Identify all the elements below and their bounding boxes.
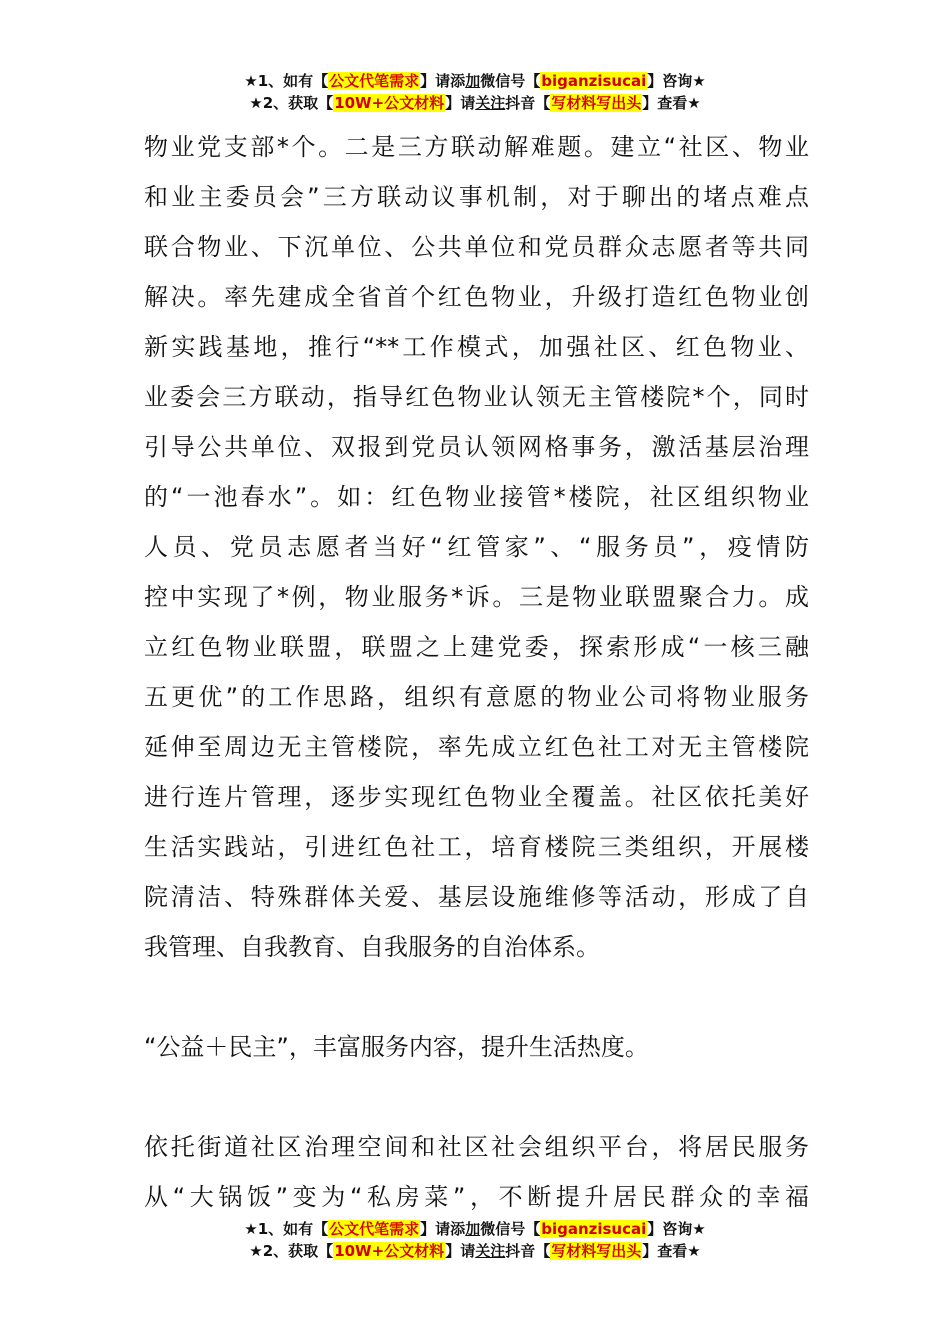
- footer-banner: [0, 1218, 950, 1262]
- paragraph-line: 的“一池春水”。如：红色物业接管*楼院，社区组织物业: [144, 483, 809, 511]
- banner-text: ★2、获取【: [249, 94, 334, 112]
- paragraph-line: 和业主委员会”三方联动议事机制，对于聊出的堵点难点: [144, 183, 809, 211]
- banner-text: 】请: [445, 94, 476, 112]
- paragraph-line: 物业党支部*个。二是三方联动解难题。建立“社区、物业: [144, 133, 809, 161]
- document-body: [144, 122, 809, 1222]
- paragraph-line: 从“大锅饭”变为“私房菜”，不断提升居民群众的幸福: [144, 1183, 809, 1211]
- banner-text: 抖音【: [505, 1242, 551, 1260]
- banner-line-2: [0, 1240, 950, 1262]
- highlight-wechat-id: biganzisucai: [541, 72, 647, 90]
- paragraph-line: 控中实现了*例，物业服务*诉。三是物业联盟聚合力。成: [144, 583, 809, 611]
- section-heading: “公益＋民主”，丰富服务内容，提升生活热度。: [144, 1033, 649, 1061]
- paragraph-line: 引导公共单位、双报到党员认领网格事务，激活基层治理: [144, 433, 809, 461]
- banner-text: 抖音【: [505, 94, 551, 112]
- header-banner: [0, 70, 950, 114]
- banner-text: ★2、获取【: [249, 1242, 334, 1260]
- banner-line-1: [0, 1218, 950, 1240]
- paragraph-line: 立红色物业联盟，联盟之上建党委，探索形成“一核三融: [144, 633, 809, 661]
- banner-text: 】查看★: [642, 1242, 701, 1260]
- banner-text: 】咨询★: [647, 72, 706, 90]
- paragraph-line: 进行连片管理，逐步实现红色物业全覆盖。社区依托美好: [144, 783, 809, 811]
- paragraph-line: 五更优”的工作思路，组织有意愿的物业公司将物业服务: [144, 683, 809, 711]
- banner-text: 】请: [445, 1242, 476, 1260]
- paragraph-line: 人员、党员志愿者当好“红管家”、“服务员”，疫情防: [144, 533, 809, 561]
- banner-text: 】咨询★: [647, 1220, 706, 1238]
- paragraph-line: 新实践基地，推行“**工作模式，加强社区、红色物业、: [144, 333, 809, 361]
- highlight-materials: 10W+公文材料: [334, 94, 445, 112]
- paragraph-line: 延伸至周边无主管楼院，率先成立红色社工对无主管楼院: [144, 733, 809, 761]
- paragraph-line: 我管理、自我教育、自我服务的自治体系。: [144, 933, 600, 961]
- banner-text: 微信号【: [480, 1220, 541, 1238]
- highlight-douyin: 写材料写出头: [551, 94, 642, 112]
- highlight-service: 公文代笔需求: [329, 1220, 420, 1238]
- banner-text: 】请添: [420, 72, 466, 90]
- highlight-douyin: 写材料写出头: [551, 1242, 642, 1260]
- paragraph-line: 生活实践站，引进红色社工，培育楼院三类组织，开展楼: [144, 833, 809, 861]
- banner-text: 关注: [475, 94, 506, 112]
- banner-line-2: [0, 92, 950, 114]
- banner-line-1: [0, 70, 950, 92]
- banner-text: 加: [465, 1220, 481, 1238]
- paragraph-line: 业委会三方联动，指导红色物业认领无主管楼院*个，同时: [144, 383, 809, 411]
- banner-text: ★1、如有【: [244, 1220, 329, 1238]
- banner-text: 关注: [475, 1242, 506, 1260]
- paragraph-line: 院清洁、特殊群体关爱、基层设施维修等活动，形成了自: [144, 883, 809, 911]
- banner-text: 】查看★: [642, 94, 701, 112]
- highlight-service: 公文代笔需求: [329, 72, 420, 90]
- paragraph-line: 依托街道社区治理空间和社区社会组织平台，将居民服务: [144, 1133, 809, 1161]
- banner-text: 】请添: [420, 1220, 466, 1238]
- paragraph-line: 联合物业、下沉单位、公共单位和党员群众志愿者等共同: [144, 233, 809, 261]
- highlight-materials: 10W+公文材料: [334, 1242, 445, 1260]
- highlight-wechat-id: biganzisucai: [541, 1220, 647, 1238]
- paragraph-line: 解决。率先建成全省首个红色物业，升级打造红色物业创: [144, 283, 809, 311]
- banner-text: 加: [465, 72, 481, 90]
- banner-text: 微信号【: [480, 72, 541, 90]
- banner-text: ★1、如有【: [244, 72, 329, 90]
